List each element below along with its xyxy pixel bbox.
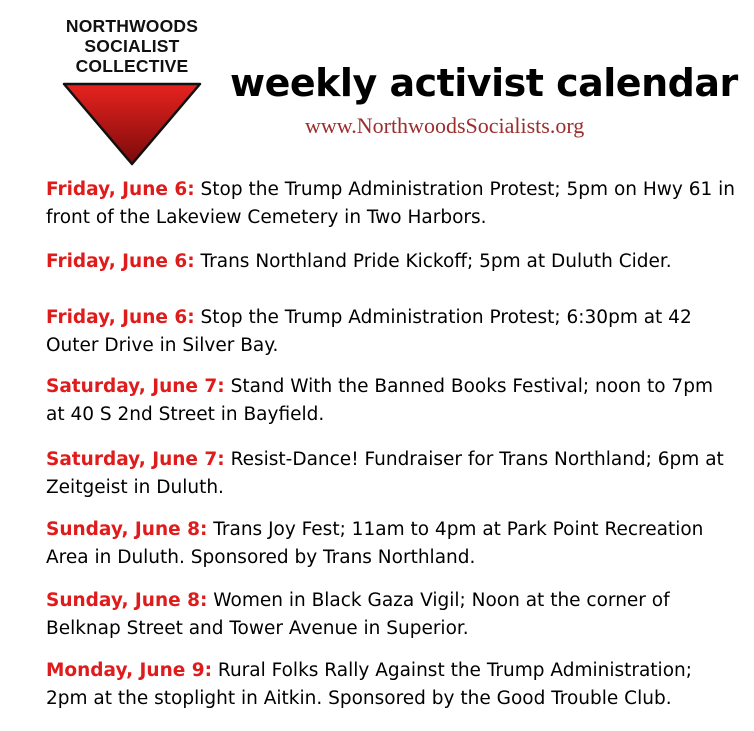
logo-line-1: NORTHWOODS — [65, 16, 199, 36]
event-date: Saturday, June 7: — [46, 376, 225, 397]
event-date: Sunday, June 8: — [46, 519, 208, 540]
event-item — [46, 304, 736, 360]
website-url: www.NorthwoodsSocialists.org — [305, 113, 585, 138]
event-item — [46, 248, 736, 276]
event-date: Friday, June 6: — [46, 179, 195, 200]
event-date: Monday, June 9: — [46, 660, 213, 681]
event-item — [46, 373, 736, 429]
event-description: Trans Northland Pride Kickoff; 5pm at Duluth Cider. — [200, 251, 672, 272]
event-item — [46, 516, 736, 572]
logo — [52, 16, 212, 166]
event-date: Friday, June 6: — [46, 307, 195, 328]
event-description: Trans Joy Fest; 11am to 4pm at Park Point Recreation Area in Duluth. Sponsored by Trans Northland. — [46, 519, 704, 568]
event-date: Sunday, June 8: — [46, 590, 208, 611]
logo-line-2: SOCIALIST — [84, 36, 180, 56]
event-item — [46, 446, 736, 502]
triangle-icon — [62, 82, 202, 166]
event-item — [46, 176, 736, 232]
page-title: weekly activist calendar — [230, 61, 738, 105]
event-item — [46, 587, 736, 643]
event-description: Stop the Trump Administration Protest; 5pm on Hwy 61 in front of the Lakeview Cemetery in Two Harbors. — [46, 179, 736, 228]
event-date: Friday, June 6: — [46, 251, 195, 272]
event-description: Resist-Dance! Fundraiser for Trans Northland; 6pm at Zeitgeist in Duluth. — [46, 449, 724, 498]
logo-line-3: COLLECTIVE — [75, 56, 189, 76]
event-item — [46, 657, 736, 713]
logo-text — [52, 16, 212, 76]
event-description: Women in Black Gaza Vigil; Noon at the corner of Belknap Street and Tower Avenue in Superior. — [46, 590, 670, 639]
event-description: Stand With the Banned Books Festival; noon to 7pm at 40 S 2nd Street in Bayfield. — [46, 376, 713, 425]
event-date: Saturday, June 7: — [46, 449, 225, 470]
event-description: Rural Folks Rally Against the Trump Administration; 2pm at the stoplight in Aitkin. Sponsored by the Good Trouble Club. — [46, 660, 692, 709]
event-description: Stop the Trump Administration Protest; 6:30pm at 42 Outer Drive in Silver Bay. — [46, 307, 692, 356]
